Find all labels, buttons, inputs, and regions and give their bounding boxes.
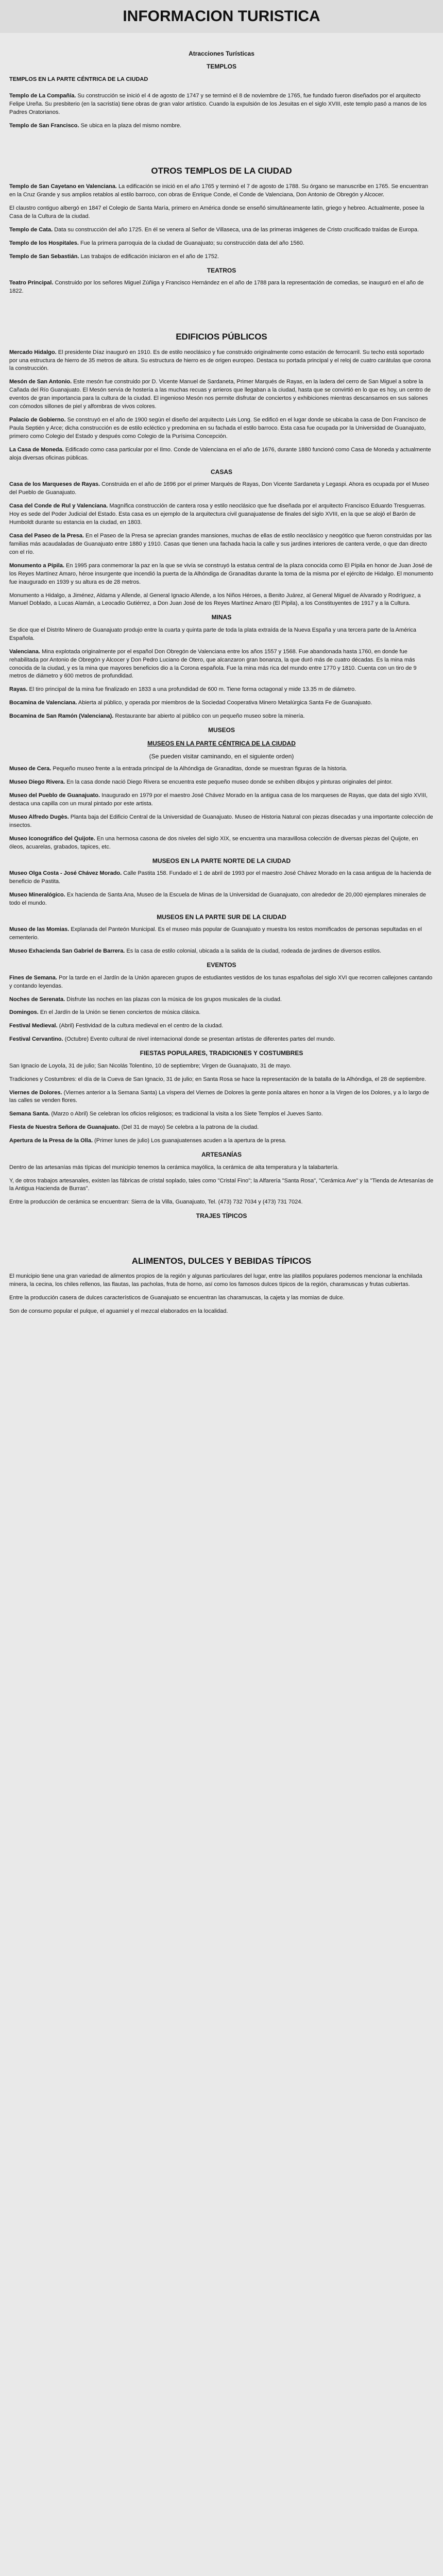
paragraph-text: El tiro principal de la mina fue finalizado en 1833 a una profundidad de 600 m. Tiene forma octagonal y mide 13.35 m de diámetro. [29,686,356,693]
crafts-list [9,1164,434,1207]
paragraph [9,947,434,956]
food-heading: ALIMENTOS, DULCES Y BEBIDAS TÍPICOS [131,1256,312,1266]
paragraph-label: Museo Exhacienda San Gabriel de Barrera. [9,948,125,955]
paragraph [9,1198,434,1207]
festivals-heading: FIESTAS POPULARES, TRADICIONES Y COSTUMBRES [140,1049,303,1057]
museums-sub-note: (Se pueden visitar caminando, en el siguiente orden) [149,753,294,760]
paragraph-text: En el Paseo de la Presa se aprecian grandes mansiones, muchas de ellas de estilo neoclásico y neogótico que fueron construidas por las familias más acaudaladas de Guanajuato entre 1880 y 1910. Casas que tienen una fachada hacia la calle y sus jardines interiores de cantera verde, o que dan directo con el río. [9,532,432,555]
public-buildings-heading: EDIFICIOS PÚBLICOS [176,331,267,342]
temples-heading: TEMPLOS [206,63,236,71]
theaters-heading: TEATROS [207,266,236,274]
paragraph-label: Palacio de Gobierno. [9,417,66,423]
paragraph-text: En el Jardín de la Unión se tienen conciertos de música clásica. [40,1009,201,1016]
paragraph [9,1062,434,1071]
houses-heading: CASAS [210,468,232,476]
paragraph-label: Monumento a Pípila. [9,562,64,569]
paragraph [9,279,434,296]
paragraph [9,792,434,808]
paragraph [9,183,434,199]
paragraph [9,778,434,787]
paragraph [9,974,434,991]
paragraph-text: Ex hacienda de Santa Ana, Museo de la Escuela de Minas de la Universidad de Guanajuato, con alrededor de 20,000 ejemplares minerales de todo el mundo. [9,892,426,907]
paragraph-label: Bocamina de Valenciana. [9,700,77,706]
paragraph-text: Restaurante bar abierto al público con un pequeño museo sobre la minería. [115,713,305,720]
paragraph [9,416,434,441]
paragraph [9,835,434,852]
paragraph-label: La Casa de Moneda. [9,446,64,453]
paragraph [9,765,434,773]
paragraph-label: Fines de Semana. [9,974,57,981]
paragraph [9,626,434,643]
paragraph [9,699,434,707]
paragraph-label: Casa del Paseo de la Presa. [9,532,84,539]
paragraph-label: Templo de La Compañía. [9,92,76,99]
document-body [9,47,434,1321]
paragraph-text: Se construyó en el año de 1900 según el diseño del arquitecto Luis Long. Se edificó en el lugar donde se ubicaba la casa de Don Francisco de Paula Septién y Arce; dicha construcción es de estilo ecléctico y predomina en su fachada el estilo barroco. Esta casa fue ocupada por la Universidad de Guanajuato, primero como Colegio del Estado y después como Colegio de la Purísima Concepción. [9,417,427,440]
other-temples-list [9,183,434,261]
paragraph-text: (Abril) Festividad de la cultura medieval en el centro de la ciudad. [59,1023,224,1029]
paragraph-label: Viernes de Dolores. [9,1089,62,1096]
paragraph-text: (Del 31 de mayo) Se celebra a la patrona de la ciudad. [121,1124,259,1131]
museums-north-list [9,870,434,908]
paragraph [9,1089,434,1106]
paragraph-label: Templo de los Hospitales. [9,240,79,246]
paragraph-label: Museo Olga Costa - José Chávez Morado. [9,870,122,877]
paragraph-text: En 1995 para conmemorar la paz en la que se vivía se construyó la estatua central de la plaza conocida como El Pípila en honor de Juan José de los Reyes Martínez Amaro, héroe insurgente que incendió la puerta de la Alhóndiga de Granaditas durante la toma de la misma por el ejército de Hidalgo. El monumento fue inaugurado en 1939 y su altura es de 28 metros. [9,562,434,585]
paragraph-text: (Octubre) Evento cultural de nivel internacional donde se presentan artistas de diferentes partes del mundo. [64,1036,335,1043]
paragraph-text: Magnífica construcción de cantera rosa y estilo neoclásico que fue diseñada por el arquitecto Francisco Eduardo Tresguerras. Hoy es sede del Poder Judicial del Estado. Esta casa es un ejemplo de la arquitectura civil guanajuatense de finales del siglo XVIII, en la que se alojó el Barón de Humboldt durante su estancia en la ciudad, en 1803. [9,503,426,526]
paragraph-label: Valenciana. [9,648,40,655]
paragraph-text: Edificado como casa particular por el Ilmo. Conde de Valenciana en el año de 1676, durante 1880 funcionó como Casa de Moneda y actualmente aloja diversas oficinas públicas. [9,446,431,461]
paragraph [9,1110,434,1118]
paragraph-label: Museo de las Momias. [9,926,70,933]
paragraph-text: Abierta al público, y operada por miembros de la Sociedad Cooperativa Minero Metalúrgica Santa Fe de Guanajuato. [78,700,372,706]
paragraph-text: Construida en el año de 1696 por el primer Marqués de Rayas, Don Vicente Sardaneta y Legaspi. Ahora es ocupada por el Museo del Pueblo de Guanajuato. [9,481,429,496]
paragraph [9,532,434,557]
museums-subheading: MUSEOS EN LA PARTE CÉNTRICA DE LA CIUDAD [147,739,296,747]
paragraph-text: (Viernes anterior a la Semana Santa) La víspera del Viernes de Dolores la gente ponía altares en honor a la Virgen de los Dolores, y a lo largo de las calles se venden flores. [9,1089,429,1104]
paragraph-label: Templo de Cata. [9,226,53,233]
paragraph [9,253,434,261]
paragraph-label: Semana Santa. [9,1111,50,1117]
paragraph-label: Mesón de San Antonio. [9,379,72,385]
museums-south-list [9,926,434,956]
paragraph-label: Museo de Cera. [9,766,52,772]
paragraph-text: Tradiciones y Costumbres: el día de la Cueva de San Ignacio, 31 de julio; en Santa Rosa se hace la representación de la batalla de la Alhóndiga, el 28 de septiembre. [9,1076,427,1082]
paragraph [9,648,434,681]
paragraph-text: El municipio tiene una gran variedad de alimentos propios de la región y algunas particulares del lugar, entre las platillos populares podemos mencionar la enchilada minera, la cecina, los chiles rellenos, las flautas, las pacholas, fruta de horno, así como los famosos dulces típicos de la región, charamuscas y frutas cubiertas. [9,1273,422,1288]
paragraph [9,1137,434,1145]
paragraph [9,562,434,587]
museums-south-heading: MUSEOS EN LA PARTE SUR DE LA CIUDAD [157,913,286,921]
theaters-list [9,279,434,296]
paragraph-text: (Primer lunes de julio) Los guanajuatenses acuden a la apertura de la presa. [94,1138,287,1144]
paragraph-label: Casa de los Marqueses de Rayas. [9,481,100,488]
paragraph-text: El presidente Díaz inauguró en 1910. Es de estilo neoclásico y fue construido originalmente como estación de ferrocarril. Su techo está soportado por una estructura de hierro de 35 metros de altura. Su estructura de hierro es de origen europeo. Destaca su portada principal y el reloj de cuatro carátulas que corona la construcción. [9,349,431,372]
paragraph [9,122,434,130]
paragraph-label: Rayas. [9,686,28,693]
intro-heading: Atracciones Turísticas [189,50,254,57]
paragraph-label: Casa del Conde de Rul y Valenciana. [9,503,108,510]
paragraph [9,446,434,463]
paragraph [9,240,434,248]
paragraph-label: Museo Mineralógico. [9,892,65,899]
paragraph-text: En la casa donde nació Diego Rivera se encuentra este pequeño museo donde se exhiben dibujos y pinturas originales del pintor. [66,779,393,786]
costumes-heading: TRAJES TÍPICOS [196,1212,247,1220]
mines-heading: MINAS [211,614,232,621]
page-title: INFORMACION TURISTICA [123,8,320,25]
events-heading: EVENTOS [207,961,236,969]
museums-north-heading: MUSEOS EN LA PARTE NORTE DE LA CIUDAD [152,857,291,865]
crafts-heading: ARTESANÍAS [201,1151,242,1159]
paragraph-text: Calle Pastita 158. Fundado el 1 de abril de 1993 por el maestro José Chávez Morado en la casa antigua de la hacienda de beneficio de Pastita. [9,870,432,885]
paragraph-label: Festival Medieval. [9,1023,58,1029]
paragraph [9,1177,434,1194]
paragraph-label: Bocamina de San Ramón (Valenciana). [9,713,114,720]
paragraph-label: Museo Alfredo Dugès. [9,814,69,821]
events-list [9,974,434,1044]
paragraph-label: Domingos. [9,1009,39,1016]
paragraph [9,996,434,1004]
paragraph-text: Pequeño museo frente a la entrada principal de la Alhóndiga de Granaditas, donde se muestran figuras de la historia. [53,766,348,772]
paragraph [9,1124,434,1132]
paragraph-text: Se dice que el Distrito Minero de Guanajuato produjo entre la cuarta y quinta parte de toda la plata extraída de la Nueva España y una tercera parte de la América Española. [9,626,417,641]
paragraph-text: Explanada del Panteón Municipal. Es el museo más popular de Guanajuato y muestra los restos momificados de personas sepultadas en el cementerio. [9,926,422,941]
paragraph [9,349,434,374]
paragraph-text: Inaugurado en 1979 por el maestro José Chávez Morado en la antigua casa de los marqueses de Rayas, que data del siglo XVIII, destaca una capilla con un mural pintado por este artista. [9,792,428,807]
paragraph-label: Noches de Serenata. [9,996,65,1003]
paragraph-text: Dentro de las artesanías más típicas del municipio tenemos la cerámica mayólica, la cerámica de alta temperatura y la talabartería. [9,1164,339,1171]
paragraph-text: Mina explotada originalmente por el español Don Obregón de Valenciana entre los años 1557 y 1568. Fue abandonada hasta 1760, en donde fue rehabilitada por Antonio de Obregón y Alcocer y Don Pedro Luciano de Otero, que alcanzaron gran bonanza, la que duró más de cuatro décadas. Es la mina más conocida de la ciudad, y es la mina que mayores beneficios dio a la Corona española. Fue la mina más rica del mundo entre 1770 y 1810. Cuenta con un tiro de 9 metros de diámetro y 600 metros de profundidad. [9,648,417,680]
paragraph-text: Y, de otros trabajos artesanales, existen las fábricas de cristal soplado, tales como "Cristal Fino"; la Alfarería "Santa Rosa", "Cerámica Ave" y la "Tienda de Artesanías de la Antigua Hacienda de Burras". [9,1177,434,1192]
paragraph-text: Fue la primera parroquia de la ciudad de Guanajuato; su construcción data del año 1560. [80,240,304,246]
paragraph-text: Por la tarde en el Jardín de la Unión aparecen grupos de estudiantes vestidos de los tunas españolas del siglo XVI que recorren callejones cantando y contando leyendas. [9,974,433,989]
paragraph [9,1164,434,1172]
paragraph-text: Su construcción se inició el 4 de agosto de 1747 y se terminó el 8 de noviembre de 1765, fue fundado fueron diseñados por el arquitecto Felipe Ureña. Su presbiterio (en la sacristía) tiene obras de gran valor artístico. Cuando la expulsión de los Jesuitas en el siglo XVIII, este templo pasó a manos de los Padres Oratorianos. [9,92,427,115]
paragraph-text: (Marzo o Abril) Se celebran los oficios religiosos; es tradicional la visita a los Siete Templos el Jueves Santo. [51,1111,323,1117]
paragraph [9,1308,434,1316]
houses-list [9,481,434,608]
paragraph-text: Disfrute las noches en las plazas con la música de los grupos musicales de la ciudad. [66,996,282,1003]
paragraph-label: Museo Iconográfico del Quijote. [9,836,95,842]
paragraph [9,378,434,411]
paragraph [9,1022,434,1030]
paragraph-text: La edificación se inició en el año 1765 y terminó el 7 de agosto de 1788. Su órgano se manuscribe en 1765. Se encuentran en la Cruz Grande y sus amplios retablos al estilo barroco, con obras de Enrique Conde, el Conde de Valenciana, Don Antonio de Obregón y Alcocer. [9,183,429,198]
paragraph-label: Apertura de la Presa de la Olla. [9,1138,93,1144]
paragraph [9,870,434,886]
paragraph-text: En una hermosa casona de dos niveles del siglo XIX, se encuentra una maravillosa colección de diversas piezas del Quijote, en óleos, acuarelas, grabados, tapices, etc. [9,836,418,850]
paragraph-label: Museo del Pueblo de Guanajuato. [9,792,100,799]
paragraph [9,481,434,497]
temples-list [9,92,434,130]
paragraph [9,226,434,234]
temples-subheading: TEMPLOS EN LA PARTE CÉNTRICA DE LA CIUDAD [9,76,148,82]
title-banner [0,0,443,33]
paragraph-text: Se ubica en la plaza del mismo nombre. [80,122,182,129]
paragraph [9,592,434,608]
public-buildings-list [9,349,434,463]
paragraph-label: Teatro Principal. [9,280,54,286]
paragraph [9,1273,434,1289]
food-list [9,1273,434,1316]
paragraph-text: Las trabajos de edificación iniciaron en el año de 1752. [80,253,219,260]
festivals-list [9,1062,434,1146]
paragraph [9,891,434,908]
paragraph-label: Mercado Hidalgo. [9,349,57,355]
other-temples-heading: OTROS TEMPLOS DE LA CIUDAD [151,166,292,176]
paragraph [9,713,434,721]
paragraph-label: Templo de San Francisco. [9,122,79,129]
paragraph-text: Data su construcción del año 1725. En él se venera al Señor de Villaseca, una de las primeras imágenes de Cristo crucificado traídas de Europa. [54,226,419,233]
paragraph-text: Este mesón fue construido por D. Vicente Manuel de Sardaneta, Primer Marqués de Rayas, en la ladera del cerro de San Miguel a sobre la Cañada del Río Guanajuato. El Mesón servía de hostería a las muchas recuas y arrieros que llegaban a la ciudad, hasta que se convirtió en lo que es hoy, un centro de eventos de gran importancia para la cultura de la ciudad. El ingenioso Mesón nos permite disfrutar de conciertos y exhibiciones mientras descansamos en sus salones con cómodos sillones de piel y alfombras de vivos colores. [9,379,431,410]
paragraph-text: Es la casa de estilo colonial, ubicada a la salida de la ciudad, rodeada de jardines de diversos estilos. [126,948,382,955]
paragraph [9,926,434,942]
paragraph-label: Museo Diego Rivera. [9,779,65,786]
paragraph-text: Planta baja del Edificio Central de la Universidad de Guanajuato. Museo de Historia Natural con piezas disecadas y una importante colección de insectos. [9,814,433,829]
paragraph-text: Construido por los señores Miguel Zúñiga y Francisco Hernández en el año de 1788 para la representación de comedias, se inauguró en el año de 1822. [9,280,424,294]
paragraph-text: Entre la producción casera de dulces característicos de Guanajuato se encuentran las charamuscas, la cajeta y las momias de dulce. [9,1295,345,1301]
paragraph-label: Templo de San Sebastián. [9,253,79,260]
paragraph-label: Templo de San Cayetano en Valenciana. [9,183,117,190]
paragraph-label: Fiesta de Nuestra Señora de Guanajuato. [9,1124,120,1131]
paragraph-text: Monumento a Hidalgo, a Jiménez, Aldama y Allende, al General Ignacio Allende, a los Niños Héroes, a Benito Juárez, al General Miguel de Alvarado y Rodríguez, a Manuel Doblado, a Lucas Alamán, a Leocadio Gutiérrez, a Don Juan José de los Reyes Martínez Amaro (El Pípila), a los Constituyentes de 1917 y a la Cultura. [9,592,421,607]
paragraph-text: San Ignacio de Loyola, 31 de julio; San Nicolás Tolentino, 10 de septiembre; Virgen de Guanajuato, 31 de mayo. [9,1062,292,1069]
paragraph [9,1009,434,1017]
museums-list [9,765,434,852]
museums-heading: MUSEOS [208,726,235,734]
paragraph [9,686,434,694]
mines-list [9,626,434,721]
paragraph [9,1076,434,1084]
paragraph-text: El claustro contiguo albergó en 1847 el Colegio de Santa María, primero en América donde se enseñó simultáneamente latín, griego y hebreo. Actualmente, posee la Casa de la Cultura de la ciudad. [9,205,424,219]
paragraph-label: Festival Cervantino. [9,1036,63,1043]
paragraph [9,814,434,830]
paragraph [9,502,434,527]
paragraph-text: Entre la producción de cerámica se encuentran: Sierra de la Villa, Guanajuato, Tel. (473) 732 7034 y (473) 731 7024. [9,1199,303,1206]
paragraph [9,92,434,117]
paragraph [9,1294,434,1302]
paragraph [9,1036,434,1044]
paragraph [9,205,434,221]
paragraph-text: Son de consumo popular el pulque, el aguamiel y el mezcal elaborados en la localidad. [9,1308,228,1315]
